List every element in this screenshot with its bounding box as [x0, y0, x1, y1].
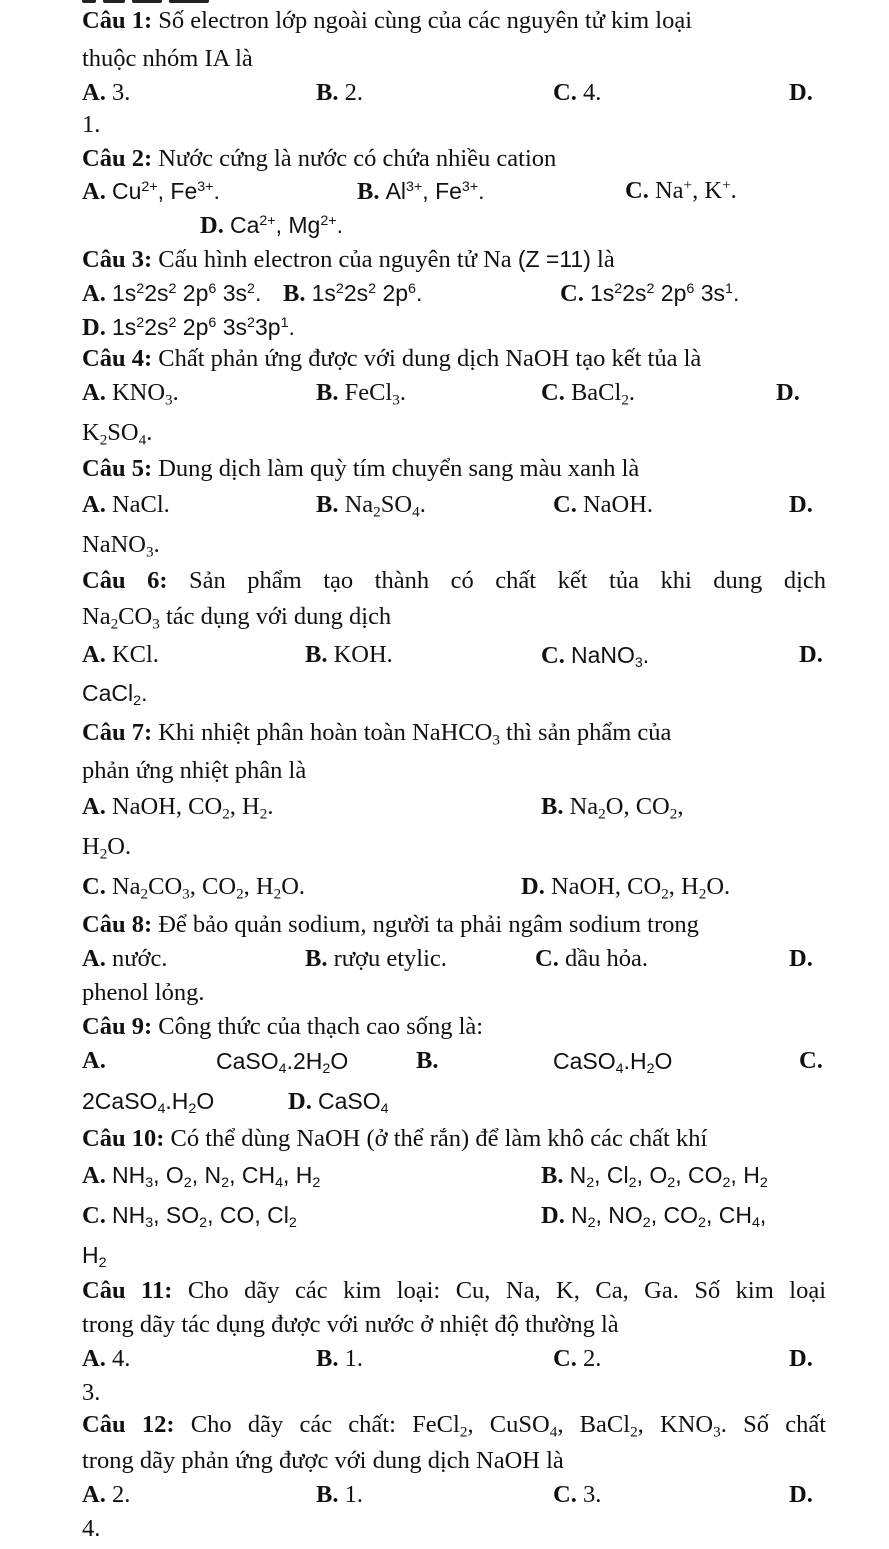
question-4: Câu 4: Chất phản ứng được với dung dịch NaOH tạo kết tủa là [82, 345, 702, 372]
q9-option-c-text: $2CaSO_4.H_2O$ [82, 1088, 215, 1117]
q3-option-c: C. $1s^22s^2$ $2p^6$ $3s^1$. [560, 280, 740, 307]
q11-option-a: A. 4. [82, 1345, 131, 1372]
q5-option-c: C. NaOH. [553, 491, 654, 518]
question-2: Câu 2: Nước cứng là nước có chứa nhiều cation [82, 145, 557, 172]
question-9: Câu 9: Công thức của thạch cao sống là: [82, 1013, 484, 1040]
q6-stem-line-2: $Na_2CO_3$ tác dụng với dung dịch [82, 603, 392, 633]
q7-stem-line-2: phản ứng nhiệt phân là [82, 757, 307, 784]
q1-stem-1: Số electron lớp ngoài cùng của các nguyên tử kim loại [158, 7, 693, 34]
q9-option-a-text: $CaSO_4.2H_2O$ [216, 1048, 349, 1077]
question-8: Câu 8: Để bảo quản sodium, người ta phải ngâm sodium trong [82, 911, 699, 938]
q9-option-a-letter: A. [82, 1047, 106, 1074]
q11-option-d-letter: D. [789, 1345, 813, 1372]
q7-option-b: B. $Na_2O$, $CO_2$, [541, 793, 684, 823]
q12-option-c: C. 3. [553, 1481, 602, 1508]
q3-option-a: A. $1s^22s^2$ $2p^6$ $3s^2$. [82, 280, 262, 307]
question-5: Câu 5: Dung dịch làm quỳ tím chuyển sang màu xanh là [82, 455, 640, 482]
q12-option-d-letter: D. [789, 1481, 813, 1508]
q9-option-d: D. CaSO$_4$ [288, 1088, 389, 1117]
q4-option-d-letter: D. [776, 379, 800, 406]
question-3: Câu 3: Cấu hình electron của nguyên tử Na (Z =11) là [82, 246, 615, 273]
q9-option-b-letter: B. [416, 1047, 439, 1074]
q1-option-a: A. 3. [82, 79, 131, 106]
q5-option-a: A. NaCl. [82, 491, 170, 518]
q7-option-d: D. NaOH, $CO_2$, $H_2O$. [521, 873, 731, 903]
q11-option-b: B. 1. [316, 1345, 363, 1372]
q3-option-d: D. $1s^22s^2$ $2p^6$ $3s^23p^1$. [82, 314, 295, 341]
q7-option-c: C. $Na_2CO_3$, $CO_2$, $H_2O$. [82, 873, 306, 903]
question-7: Câu 7: Khi nhiệt phân hoàn toàn NaHCO$_3$ thì sản phẩm của [82, 719, 672, 749]
question-6: Câu 6: Sản phẩm tạo thành có chất kết tủa khi dung dịch [82, 567, 826, 594]
q12-option-d-text: 4. [82, 1515, 101, 1542]
q8-option-d-letter: D. [789, 945, 813, 972]
q1-stem-line-2: thuộc nhóm IA là [82, 45, 253, 72]
q8-option-b: B. rượu etylic. [305, 945, 447, 972]
question-12: Câu 12: Cho dãy các chất: FeCl$_2$, CuSO$_4$, BaCl$_2$, $KNO_3$. Số chất [82, 1411, 827, 1441]
q2-option-d: D. $Ca^{2+}$, $Mg^{2+}$. [200, 212, 343, 239]
q4-option-a: A. $KNO_3$. [82, 379, 179, 409]
q5-option-d-text: NaNO$_3$. [82, 531, 160, 561]
q1-option-d-text: 1. [82, 111, 101, 138]
q5-option-d-letter: D. [789, 491, 813, 518]
q8-option-d-text: phenol lỏng. [82, 979, 205, 1006]
q2-option-c: C. Na+, K+. [625, 176, 737, 204]
q12-option-a: A. 2. [82, 1481, 131, 1508]
q11-option-c: C. 2. [553, 1345, 602, 1372]
q1-option-c: C. 4. [553, 79, 602, 106]
q6-option-c: C. NaNO$_3$. [541, 642, 650, 671]
q10-option-b: B. $N_2$, $Cl_2$, $O_2$, $CO_2$, $H_2$ [541, 1162, 768, 1191]
q10-option-d-cont: $H_2$ [82, 1242, 107, 1271]
q10-option-a: A. $NH_3$, $O_2$, $N_2$, $CH_4$, $H_2$ [82, 1162, 321, 1191]
q12-stem-line-2: trong dãy phản ứng được với dung dịch NaOH là [82, 1447, 564, 1474]
q4-option-c: C. BaCl$_2$. [541, 379, 636, 409]
q12-option-b: B. 1. [316, 1481, 363, 1508]
q10-option-d: D. $N_2$, $NO_2$, $CO_2$, $CH_4$, [541, 1202, 767, 1231]
q1-label: Câu 1: [82, 7, 153, 34]
question-10: Câu 10: Có thể dùng NaOH (ở thể rắn) để làm khô các chất khí [82, 1125, 708, 1152]
q7-option-b-cont: $H_2O$. [82, 833, 132, 863]
q6-option-d-letter: D. [799, 641, 823, 668]
q6-option-b: B. KOH. [305, 641, 393, 668]
question-11: Câu 11: Cho dãy các kim loại: Cu, Na, K, Ca, Ga. Số kim loại [82, 1277, 827, 1304]
q6-option-a: A. KCl. [82, 641, 159, 668]
q6-option-d-text: CaCl$_2$. [82, 680, 148, 709]
question-1 [82, 6, 692, 36]
q10-option-c: C. $NH_3$, $SO_2$, CO, $Cl_2$ [82, 1202, 297, 1231]
q4-option-d-text: $K_2SO_4$. [82, 419, 153, 449]
q5-option-b: B. $Na_2SO_4$. [316, 491, 426, 521]
q11-option-d-text: 3. [82, 1379, 101, 1406]
q3-option-b: B. $1s^22s^2$ $2p^6$. [283, 280, 423, 307]
q9-option-c-letter: C. [799, 1047, 823, 1074]
q9-option-b-text: $CaSO_4.H_2O$ [553, 1048, 673, 1077]
q2-option-a: A. $Cu^{2+}$, $Fe^{3+}$. [82, 178, 220, 205]
q2-option-b: B. $Al^{3+}$, $Fe^{3+}$. [357, 178, 485, 205]
q1-option-b: B. 2. [316, 79, 363, 106]
q7-option-a: A. NaOH, $CO_2$, $H_2$. [82, 793, 274, 823]
q11-stem-line-2: trong dãy tác dụng được với nước ở nhiệt độ thường là [82, 1311, 619, 1338]
q8-option-c: C. dầu hỏa. [535, 945, 648, 972]
q1-option-d-letter: D. [789, 79, 813, 106]
q8-option-a: A. nước. [82, 945, 168, 972]
q4-option-b: B. FeCl$_3$. [316, 379, 406, 409]
